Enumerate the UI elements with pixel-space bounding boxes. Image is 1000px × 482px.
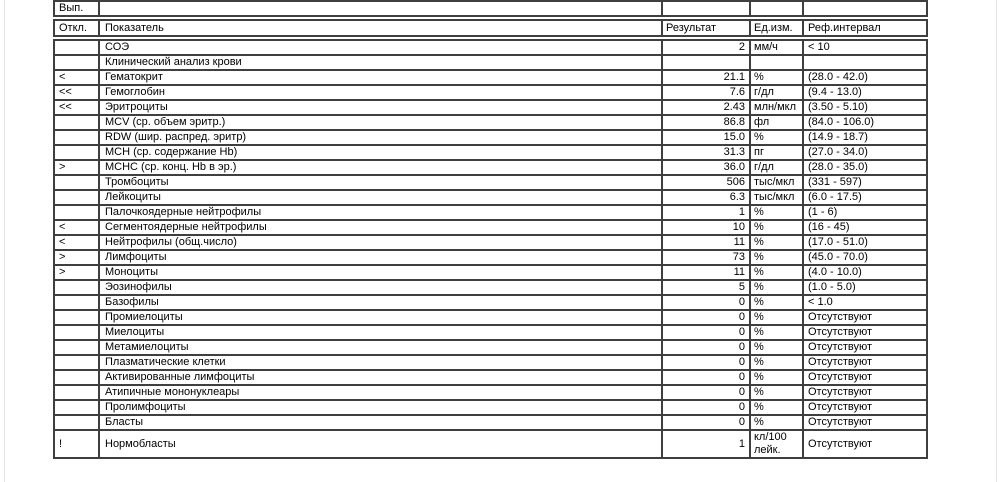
parameter-name: Эритроциты [99,100,662,115]
results-header-table [53,19,928,37]
reference-interval: Отсутствуют [803,325,927,340]
results-table [53,39,928,459]
table-row [54,310,927,325]
result-value: 0 [662,385,750,400]
table-row [54,370,927,385]
parameter-name: Клинический анализ крови [99,55,662,70]
deviation-flag [54,40,99,55]
parameter-name: Нормобласты [99,430,662,458]
reference-interval: (16 - 45) [803,220,927,235]
deviation-flag: > [54,160,99,175]
deviation-flag [54,415,99,430]
unit-label: г/дл [750,85,803,100]
reference-interval: (28.0 - 42.0) [803,70,927,85]
result-value: 0 [662,310,750,325]
table-row [54,190,927,205]
empty-cell [662,1,750,16]
table-row [54,415,927,430]
deviation-flag: < [54,235,99,250]
unit-label: мм/ч [750,40,803,55]
deviation-flag [54,205,99,220]
reference-interval: (9.4 - 13.0) [803,85,927,100]
parameter-name: Пролимфоциты [99,400,662,415]
table-row [54,355,927,370]
deviation-flag [54,385,99,400]
parameter-name: MCHC (ср. конц. Hb в эр.) [99,160,662,175]
unit-label: % [750,280,803,295]
unit-label: % [750,400,803,415]
table-row [54,250,927,265]
parameter-name: Тромбоциты [99,175,662,190]
completed-row-table [53,0,928,17]
reference-interval: (331 - 597) [803,175,927,190]
unit-label: млн/мкл [750,100,803,115]
table-row [54,40,927,55]
parameter-name: Метамиелоциты [99,340,662,355]
reference-interval [803,55,927,70]
result-value: 506 [662,175,750,190]
parameter-name: Атипичные мононуклеары [99,385,662,400]
column-header-parameter: Показатель [99,20,662,36]
deviation-flag [54,280,99,295]
deviation-flag: << [54,85,99,100]
deviation-flag [54,55,99,70]
table-row [54,145,927,160]
reference-interval: (45.0 - 70.0) [803,250,927,265]
parameter-name: СОЭ [99,40,662,55]
unit-label: % [750,325,803,340]
unit-label: % [750,415,803,430]
unit-label: % [750,235,803,250]
unit-label: % [750,355,803,370]
unit-label: % [750,70,803,85]
deviation-flag [54,145,99,160]
result-value: 2 [662,40,750,55]
reference-interval: (4.0 - 10.0) [803,265,927,280]
reference-interval: Отсутствуют [803,310,927,325]
result-value: 86.8 [662,115,750,130]
result-value: 36.0 [662,160,750,175]
reference-interval: Отсутствуют [803,430,927,458]
completed-row [54,1,927,16]
result-value: 0 [662,355,750,370]
table-row [54,115,927,130]
reference-interval: Отсутствуют [803,415,927,430]
page-right-border [996,0,997,482]
table-row [54,100,927,115]
unit-label: тыс/мкл [750,190,803,205]
parameter-name: Сегментоядерные нейтрофилы [99,220,662,235]
page-left-border [4,0,5,482]
table-row [54,55,927,70]
column-header-deviation: Откл. [54,20,99,36]
parameter-name: Промиелоциты [99,310,662,325]
result-value: 0 [662,415,750,430]
deviation-flag [54,190,99,205]
reference-interval: (14.9 - 18.7) [803,130,927,145]
result-value: 2.43 [662,100,750,115]
result-value: 73 [662,250,750,265]
result-value: 0 [662,370,750,385]
unit-label: % [750,130,803,145]
result-value: 10 [662,220,750,235]
reference-interval: (17.0 - 51.0) [803,235,927,250]
deviation-flag [54,325,99,340]
table-row [54,400,927,415]
result-value: 0 [662,295,750,310]
result-value: 7.6 [662,85,750,100]
reference-interval: (1 - 6) [803,205,927,220]
result-value: 15.0 [662,130,750,145]
table-row [54,70,927,85]
deviation-flag [54,115,99,130]
unit-label: % [750,220,803,235]
table-row [54,130,927,145]
unit-label: тыс/мкл [750,175,803,190]
parameter-name: Гемоглобин [99,85,662,100]
deviation-flag: < [54,220,99,235]
table-row [54,265,927,280]
table-row [54,235,927,250]
deviation-flag: ! [54,430,99,458]
unit-label: % [750,310,803,325]
unit-label: % [750,295,803,310]
result-value: 31.3 [662,145,750,160]
table-row [54,220,927,235]
reference-interval: Отсутствуют [803,340,927,355]
unit-label: % [750,265,803,280]
result-value: 5 [662,280,750,295]
unit-label: % [750,385,803,400]
column-header-reference: Реф.интервал [803,20,927,36]
empty-cell [750,1,803,16]
unit-label: % [750,250,803,265]
table-row [54,430,927,458]
result-value: 1 [662,430,750,458]
reference-interval: (6.0 - 17.5) [803,190,927,205]
deviation-flag [54,370,99,385]
reference-interval: < 1.0 [803,295,927,310]
parameter-name: Лимфоциты [99,250,662,265]
table-row [54,280,927,295]
deviation-flag [54,175,99,190]
deviation-flag: > [54,250,99,265]
parameter-name: Гематокрит [99,70,662,85]
result-value: 0 [662,340,750,355]
parameter-name: Плазматические клетки [99,355,662,370]
unit-label: кл/100 лейк. [750,430,803,458]
table-row [54,340,927,355]
parameter-name: RDW (шир. распред. эритр) [99,130,662,145]
parameter-name: Палочкоядерные нейтрофилы [99,205,662,220]
deviation-flag [54,340,99,355]
result-value: 11 [662,265,750,280]
deviation-flag: < [54,70,99,85]
result-value: 0 [662,325,750,340]
result-value: 21.1 [662,70,750,85]
deviation-flag [54,400,99,415]
unit-label: % [750,340,803,355]
reference-interval: (3.50 - 5.10) [803,100,927,115]
header-row [54,20,927,36]
deviation-flag: > [54,265,99,280]
parameter-name: Моноциты [99,265,662,280]
reference-interval: (1.0 - 5.0) [803,280,927,295]
unit-label: г/дл [750,160,803,175]
parameter-name: Миелоциты [99,325,662,340]
result-value: 6.3 [662,190,750,205]
unit-label: фл [750,115,803,130]
reference-interval: (84.0 - 106.0) [803,115,927,130]
deviation-flag [54,310,99,325]
result-value: 11 [662,235,750,250]
table-row [54,325,927,340]
empty-cell [99,1,662,16]
deviation-flag: << [54,100,99,115]
parameter-name: Лейкоциты [99,190,662,205]
table-row [54,175,927,190]
parameter-name: Бласты [99,415,662,430]
parameter-name: MCV (ср. объем эритр.) [99,115,662,130]
parameter-name: Базофилы [99,295,662,310]
table-row [54,160,927,175]
reference-interval: Отсутствуют [803,400,927,415]
deviation-flag [54,355,99,370]
table-row [54,385,927,400]
unit-label: % [750,370,803,385]
unit-label: % [750,205,803,220]
unit-label [750,55,803,70]
column-header-result: Результат [662,20,750,36]
result-value: 1 [662,205,750,220]
reference-interval: < 10 [803,40,927,55]
table-row [54,295,927,310]
empty-cell [803,1,927,16]
reference-interval: (27.0 - 34.0) [803,145,927,160]
deviation-flag [54,130,99,145]
table-row [54,205,927,220]
reference-interval: (28.0 - 35.0) [803,160,927,175]
reference-interval: Отсутствуют [803,370,927,385]
table-row [54,85,927,100]
completed-label: Вып. [54,1,99,16]
column-header-unit: Ед.изм. [750,20,803,36]
parameter-name: Активированные лимфоциты [99,370,662,385]
reference-interval: Отсутствуют [803,355,927,370]
unit-label: пг [750,145,803,160]
deviation-flag [54,295,99,310]
parameter-name: Нейтрофилы (общ.число) [99,235,662,250]
parameter-name: Эозинофилы [99,280,662,295]
result-value: 0 [662,400,750,415]
result-value [662,55,750,70]
parameter-name: MCH (ср. содержание Hb) [99,145,662,160]
reference-interval: Отсутствуют [803,385,927,400]
